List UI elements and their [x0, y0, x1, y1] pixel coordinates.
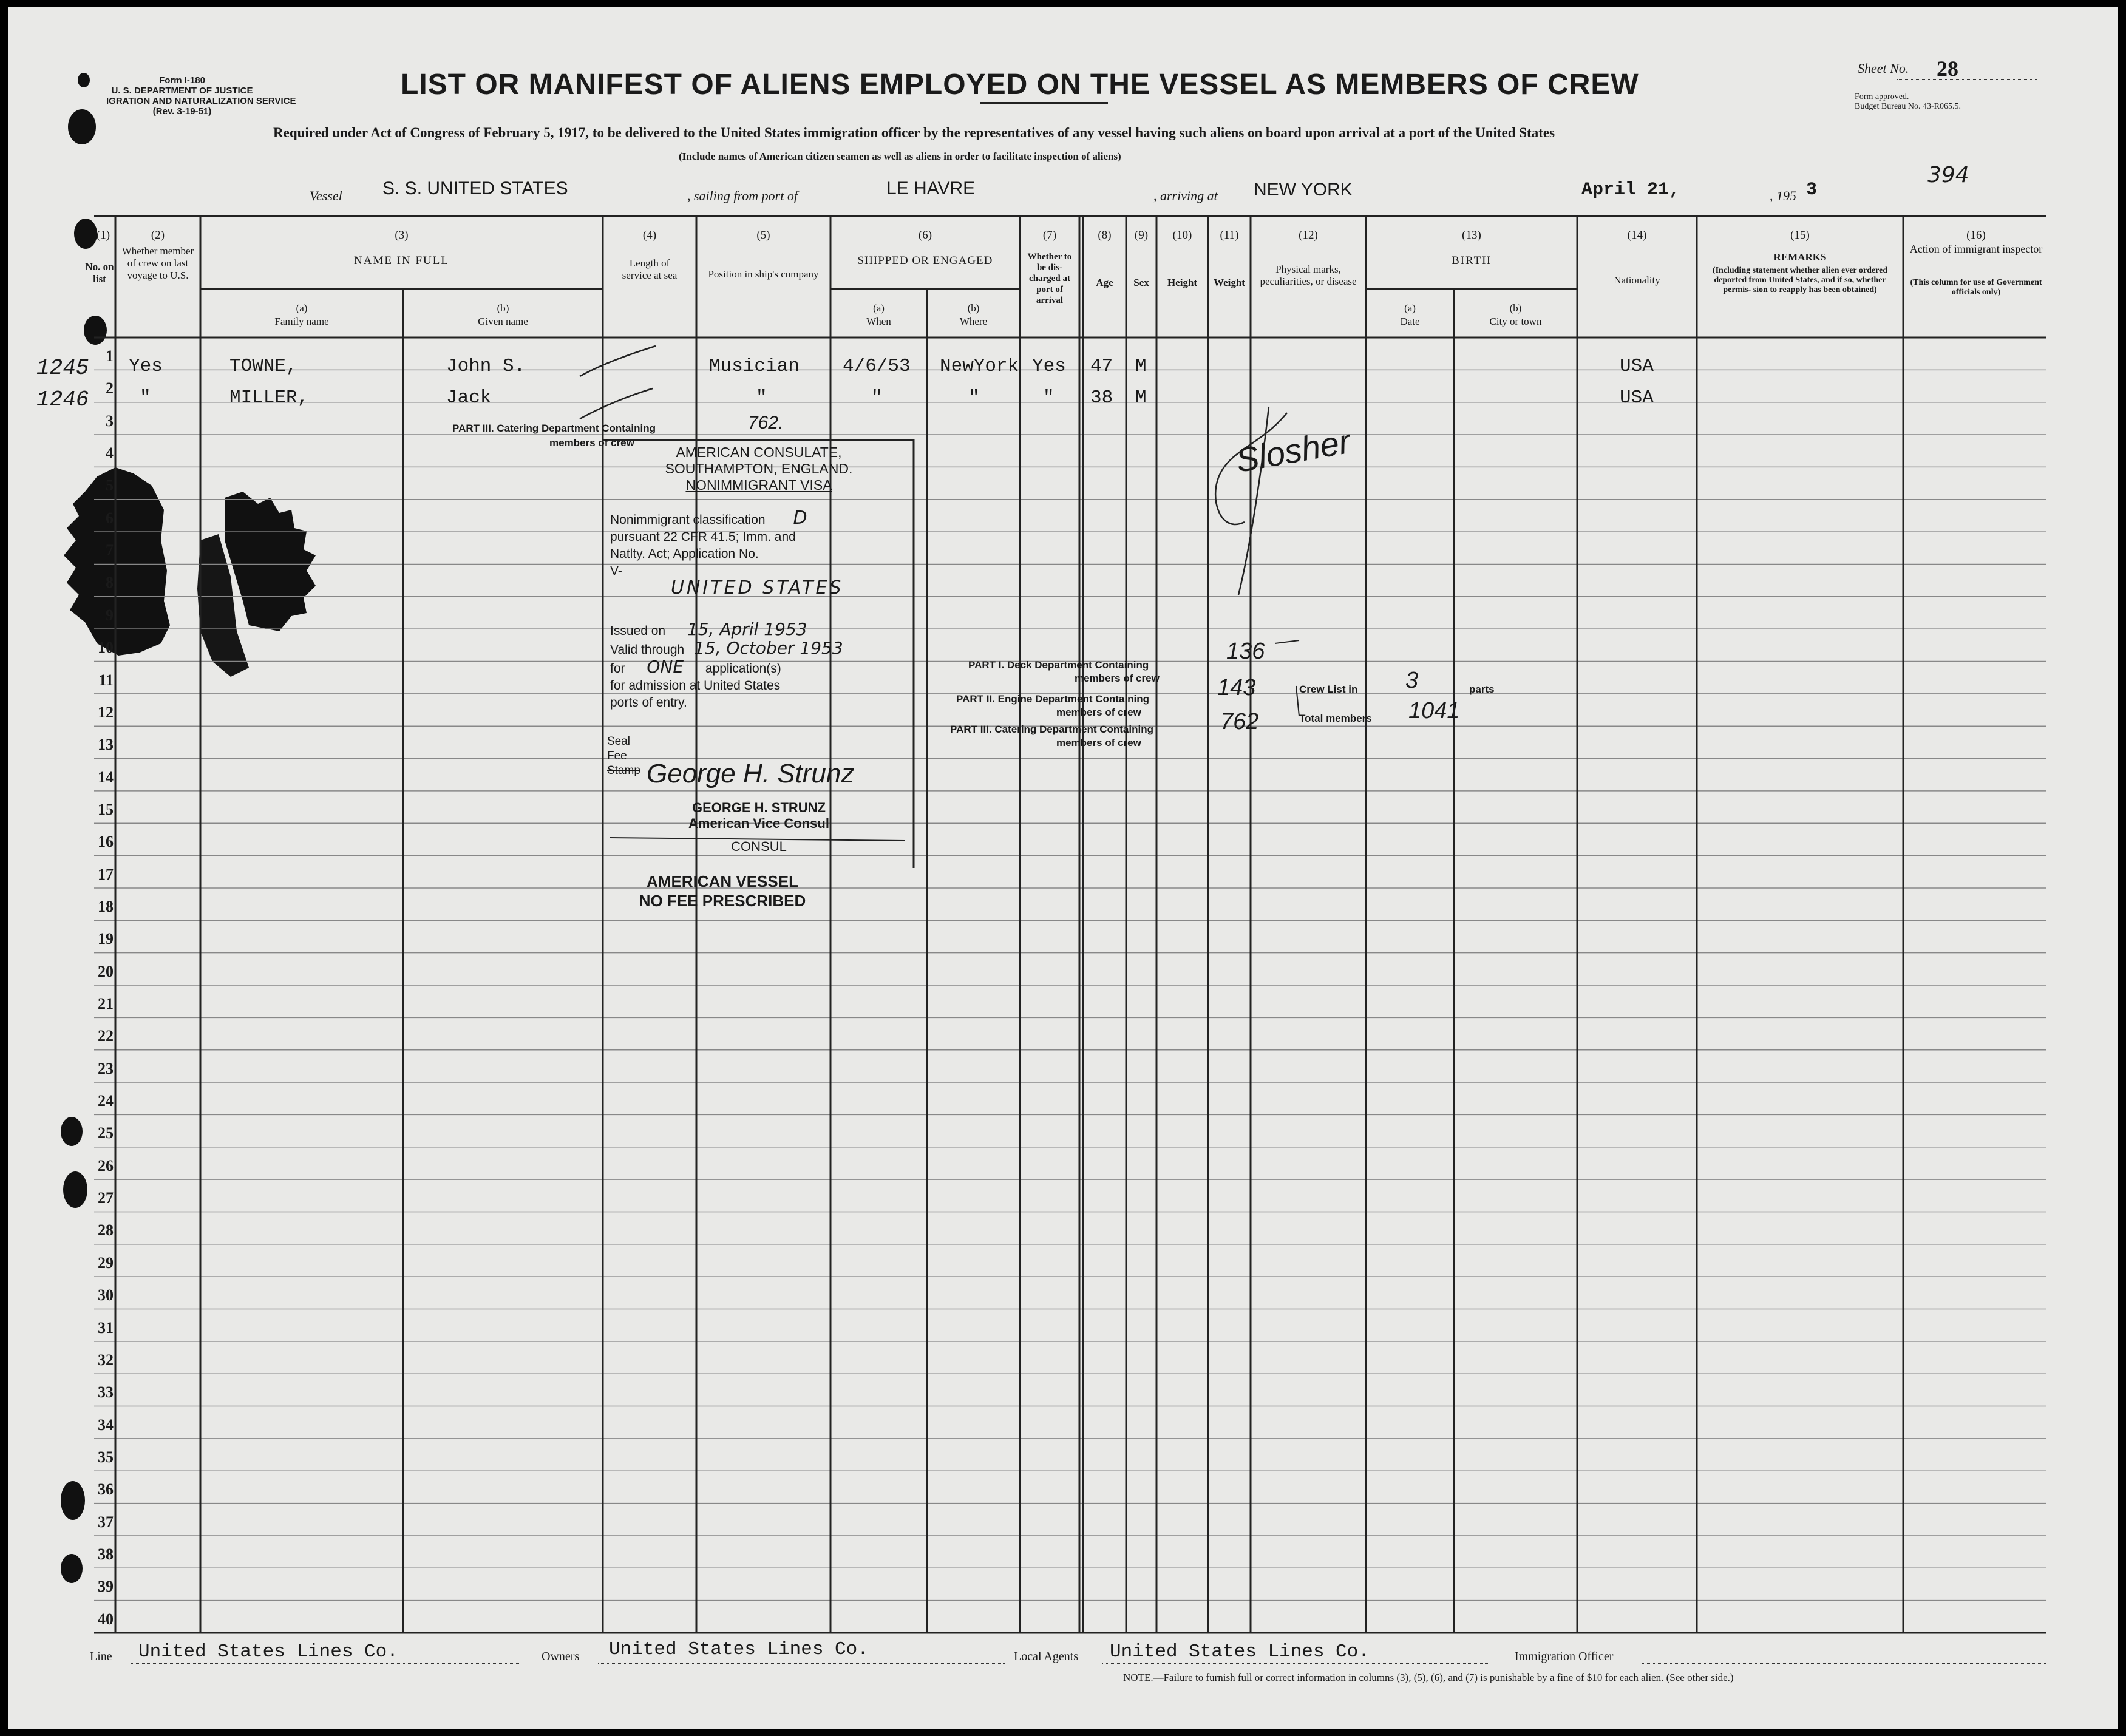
engine-members-label: members of crew [1056, 707, 1141, 718]
year-prefix: , 195 [1770, 188, 1796, 203]
col5-title: Position in ship's company [708, 268, 819, 280]
family-name-cell: MILLER, [229, 387, 309, 409]
sailing-label: , sailing from port of [687, 188, 798, 203]
row-number: 25 [98, 1124, 114, 1142]
arrival-port: NEW YORK [1254, 180, 1353, 200]
service-name: IGRATION AND NATURALIZATION SERVICE [106, 96, 296, 106]
sheet-number: 28 [1937, 56, 1958, 81]
col13-number: (13) [1462, 229, 1481, 242]
crew-list-label: Crew List in [1299, 683, 1358, 695]
col5-number: (5) [756, 229, 770, 242]
col3a-title: Family name [274, 316, 329, 327]
col2-title: Whether member of crew on last voyage to U.S. [121, 245, 194, 281]
budget-bureau: Budget Bureau No. 43-R065.5. [1855, 102, 1961, 111]
row-number: 16 [98, 833, 114, 851]
owners-label: Owners [542, 1650, 580, 1663]
stamp-label: Stamp [607, 764, 640, 777]
deck-members-label: members of crew [1075, 673, 1160, 684]
consulate-name: AMERICAN CONSULATE, [676, 444, 842, 460]
row-number: 19 [98, 930, 114, 948]
year-digit: 3 [1806, 180, 1818, 200]
issued-label: Issued on [610, 624, 666, 638]
deck-department-label: PART I. Deck Department Containing [968, 659, 1149, 671]
manifest-subtitle: Required under Act of Congress of February 5, 1917, to be delivered to the United States immigration officer by the representatives of any vessel having such aliens on board upon arrival at a port of the United States [273, 125, 1555, 140]
row-number: 30 [98, 1286, 114, 1304]
col16-subtitle: (This column for use of Government officials only) [1910, 278, 2042, 297]
valid-value: 15, October 1953 [694, 638, 843, 658]
col6b-title: Where [959, 316, 988, 327]
col4-number: (4) [642, 229, 657, 242]
col3b-title: Given name [478, 316, 528, 327]
col15-title: REMARKS [1773, 251, 1827, 263]
col14-number: (14) [1627, 229, 1647, 242]
catering-note-members: members of crew [549, 437, 634, 449]
engine-department-label: PART II. Engine Department Containing [956, 693, 1149, 705]
entry-reference: 1246 [36, 387, 89, 412]
age-cell: 38 [1090, 387, 1113, 409]
where-cell: " [968, 387, 980, 409]
row-number: 13 [98, 736, 114, 754]
form-approved: Form approved. [1855, 92, 1909, 101]
sex-cell: M [1135, 387, 1147, 409]
row-number: 29 [98, 1253, 114, 1272]
total-members-label: Total members [1299, 713, 1372, 724]
manifest-title: LIST OR MANIFEST OF ALIENS EMPLOYED ON THE VESSEL AS MEMBERS OF CREW [401, 69, 1639, 101]
when-cell: 4/6/53 [843, 356, 911, 377]
valid-label: Valid through [610, 643, 685, 657]
col1-number: (1) [96, 229, 110, 242]
applications-count: ONE [647, 657, 684, 677]
entry-reference: 1245 [36, 356, 89, 381]
row-number: 35 [98, 1448, 114, 1466]
col15-number: (15) [1790, 229, 1810, 242]
col6b-letter: (b) [967, 302, 980, 314]
col13b-title: City or town [1489, 316, 1542, 327]
manifest-subtitle-note: (Include names of American citizen seamen as well as aliens in order to facilitate inspection of aliens) [679, 151, 1121, 162]
col2-number: (2) [151, 229, 165, 242]
col13-title: BIRTH [1452, 254, 1492, 267]
col3a-letter: (a) [296, 302, 308, 314]
row-number: 4 [106, 444, 114, 463]
classification-value: D [793, 507, 807, 529]
row-number: 2 [106, 379, 114, 398]
col11-number: (11) [1220, 229, 1239, 242]
col13b-letter: (b) [1509, 302, 1522, 314]
row-number: 21 [98, 995, 114, 1012]
row-number: 6 [106, 509, 114, 527]
family-name-cell: TOWNE, [229, 356, 297, 377]
col11-title: Weight [1214, 277, 1245, 288]
where-cell: NewYork [940, 356, 1019, 377]
col12-number: (12) [1299, 229, 1318, 242]
col15-subtitle: (Including statement whether alien ever ordered deported from United States, and if so, whether permis- sion to reapply has been obtained) [1712, 266, 1888, 294]
row-number: 8 [106, 574, 114, 592]
application-label: Natlty. Act; Application No. [610, 547, 759, 561]
catering-note-label: PART III. Catering Department Containing [452, 422, 656, 434]
form-number: Form I-180 [159, 75, 205, 86]
col6-number: (6) [918, 229, 932, 242]
consul-signature: George H. Strunz [647, 759, 855, 788]
row-number: 39 [98, 1578, 114, 1596]
col8-number: (8) [1098, 229, 1112, 242]
arriving-label: , arriving at [1153, 188, 1218, 203]
col13a-title: Date [1400, 316, 1420, 327]
inspector-initials: Slosher [1232, 421, 1353, 480]
sex-cell: M [1135, 356, 1147, 377]
penalty-note: NOTE.—Failure to furnish full or correct information in columns (3), (5), (6), and (7) is punishable by a fine of $10 for each alien. (See other side.) [1123, 1672, 1734, 1683]
country-value: UNITED STATES [671, 577, 844, 598]
row-number: 24 [98, 1092, 114, 1110]
col8-title: Age [1096, 277, 1113, 288]
owners-value: United States Lines Co. [609, 1639, 869, 1660]
row-number: 28 [98, 1221, 114, 1239]
nationality-cell: USA [1620, 387, 1654, 409]
arrival-date: April 21, [1581, 180, 1680, 200]
col4-title: Length of service at sea [622, 257, 678, 281]
parts-label: parts [1469, 683, 1495, 695]
line-value: United States Lines Co. [138, 1641, 398, 1663]
voyage-cell: Yes [129, 356, 163, 377]
col1-title: No. on list [85, 261, 114, 285]
consul-caption: CONSUL [731, 839, 787, 854]
col10-title: Height [1167, 277, 1198, 288]
col3-title: NAME IN FULL [354, 254, 449, 267]
regulation-text: pursuant 22 CFR 41.5; Imm. and [610, 530, 796, 544]
consul-title: American Vice Consul [688, 816, 829, 831]
col7-title: Whether to be dis- charged at port of arrival [1027, 252, 1072, 305]
col3b-letter: (b) [497, 302, 509, 314]
row-number: 36 [98, 1480, 114, 1499]
row-number: 5 [106, 476, 114, 495]
row-number: 33 [98, 1383, 114, 1402]
catering-note-value: 762. [748, 413, 784, 433]
row-number: 26 [98, 1156, 114, 1175]
col9-title: Sex [1133, 277, 1149, 288]
line-label: Line [90, 1650, 112, 1663]
agents-value: United States Lines Co. [1110, 1641, 1370, 1663]
nationality-cell: USA [1620, 356, 1654, 377]
page-number: 394 [1927, 163, 1969, 188]
admission-text: for admission at United States [610, 679, 781, 693]
col3-number: (3) [395, 229, 409, 242]
row-number: 27 [98, 1189, 114, 1207]
department-name: U. S. DEPARTMENT OF JUSTICE [111, 86, 253, 96]
col9-number: (9) [1134, 229, 1149, 242]
discharged-cell: Yes [1032, 356, 1066, 377]
col12-title: Physical marks, peculiarities, or disease [1260, 263, 1357, 287]
fee-label: Fee [607, 750, 627, 762]
seal-label: Seal [607, 735, 631, 748]
applications-label: application(s) [705, 662, 781, 676]
col16-number: (16) [1966, 229, 1986, 242]
row-number: 12 [98, 703, 114, 721]
row-number: 38 [98, 1545, 114, 1563]
row-number: 3 [106, 412, 114, 430]
row-number: 20 [98, 962, 114, 980]
issued-value: 15, April 1953 [687, 619, 807, 639]
row-number: 7 [106, 541, 114, 560]
vessel-note-2: NO FEE PRESCRIBED [639, 892, 806, 910]
row-number: 22 [98, 1027, 114, 1045]
row-number: 9 [106, 606, 114, 624]
row-number: 1 [106, 347, 114, 365]
catering-members-label: members of crew [1056, 737, 1141, 748]
row-number: 40 [98, 1610, 114, 1628]
ports-text: ports of entry. [610, 696, 687, 710]
row-number: 37 [98, 1513, 114, 1531]
deck-department-count: 136 [1226, 639, 1265, 664]
agents-label: Local Agents [1014, 1650, 1079, 1663]
row-number: 17 [98, 865, 114, 883]
row-number: 32 [98, 1351, 114, 1369]
application-number: V- [610, 564, 622, 578]
discharged-cell: " [1043, 387, 1055, 409]
row-number: 14 [98, 768, 114, 786]
catering-department-count: 762 [1220, 709, 1259, 734]
when-cell: " [871, 387, 883, 409]
visa-type: NONIMMIGRANT VISA [685, 477, 832, 493]
departure-port: LE HAVRE [886, 178, 976, 198]
total-members-value: 1041 [1408, 698, 1460, 724]
voyage-cell: " [140, 387, 151, 409]
col16-title: Action of immigrant inspector [1909, 243, 2043, 255]
revision-date: (Rev. 3-19-51) [152, 106, 212, 117]
immigration-officer-label: Immigration Officer [1515, 1650, 1614, 1663]
for-label: for [610, 662, 625, 676]
consulate-location: SOUTHAMPTON, ENGLAND. [665, 461, 853, 476]
position-cell: Musician [709, 356, 800, 377]
catering-department-label: PART III. Catering Department Containing [950, 724, 1153, 735]
given-name-cell: Jack [446, 387, 492, 409]
vessel-label: Vessel [310, 188, 342, 203]
vessel-name: S. S. UNITED STATES [382, 178, 568, 198]
row-number: 31 [98, 1318, 114, 1337]
row-number: 23 [98, 1059, 114, 1077]
age-cell: 47 [1090, 356, 1113, 377]
position-cell: " [756, 387, 767, 409]
col6-title: SHIPPED OR ENGAGED [857, 254, 993, 267]
row-number: 15 [98, 800, 114, 818]
row-number: 11 [98, 671, 114, 689]
col14-title: Nationality [1614, 274, 1660, 286]
col6a-title: When [866, 316, 891, 327]
row-number: 18 [98, 897, 114, 915]
engine-department-count: 143 [1217, 675, 1256, 700]
vessel-note-1: AMERICAN VESSEL [647, 872, 798, 890]
consul-name: GEORGE H. STRUNZ [691, 800, 826, 815]
classification-label: Nonimmigrant classification [610, 513, 766, 527]
col10-number: (10) [1172, 229, 1192, 242]
crew-list-parts: 3 [1405, 668, 1419, 693]
col13a-letter: (a) [1404, 302, 1416, 314]
row-number: 10 [98, 639, 114, 657]
col6a-letter: (a) [873, 302, 885, 314]
given-name-cell: John S. [446, 356, 526, 377]
row-number: 34 [98, 1416, 114, 1434]
col7-number: (7) [1042, 229, 1057, 242]
sheet-label: Sheet No. [1858, 61, 1909, 76]
